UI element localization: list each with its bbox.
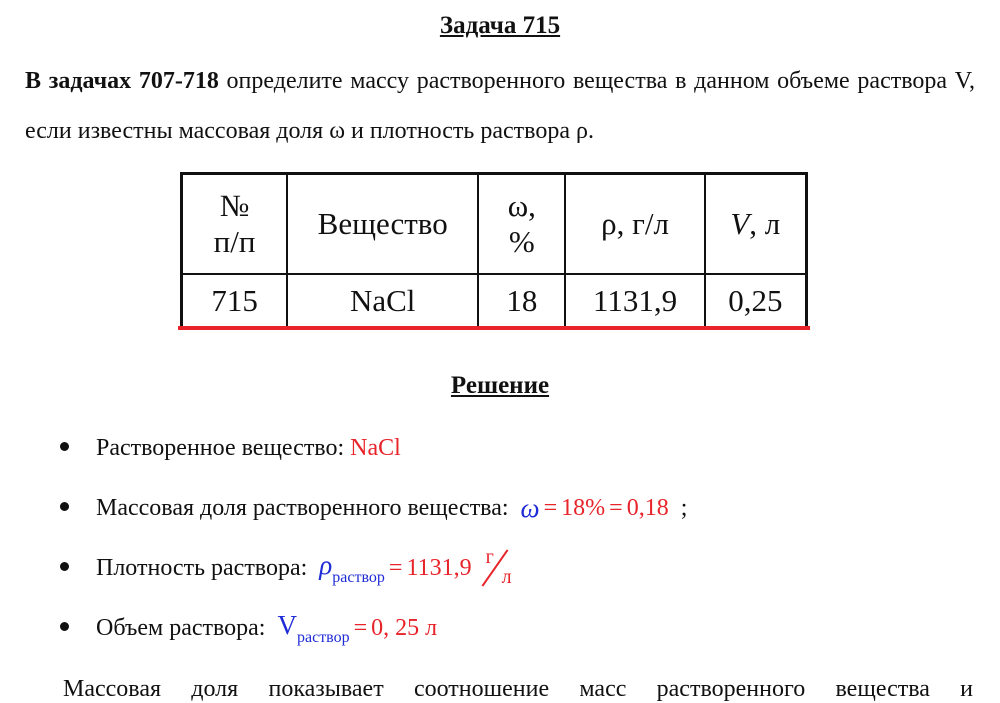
unit-numerator: г — [485, 546, 494, 568]
table-header-row — [182, 174, 807, 275]
list-item-density — [60, 538, 960, 598]
header-mass-fraction: ω, % — [478, 174, 565, 275]
header-substance: Вещество — [287, 174, 478, 275]
mass-fraction-percent: 18% — [561, 494, 606, 521]
mass-fraction-label: Массовая доля растворенного вещества: — [96, 494, 509, 521]
rho-symbol: $\rho_{раствор}$ — [319, 549, 385, 586]
list-item-volume — [60, 598, 960, 658]
solution-title: Решение — [450, 372, 550, 399]
equals-sign: = — [543, 494, 558, 521]
header-number: № п/п — [182, 174, 288, 275]
task-range: В задачах 707-718 — [25, 68, 219, 94]
volume-unit: л — [425, 614, 438, 641]
cell-substance: NaCl — [287, 274, 478, 329]
solute-value: NaCl — [350, 434, 401, 461]
list-item-solute — [60, 418, 960, 478]
volume-subscript: раствор — [296, 628, 350, 646]
volume-symbol: $V_{раствор}$ — [277, 609, 350, 646]
equals-sign: = — [609, 494, 623, 521]
table-row — [182, 274, 807, 329]
bullet-icon — [60, 562, 69, 571]
density-value: 1131,9 — [406, 554, 472, 581]
red-underline — [178, 326, 810, 330]
data-table — [180, 172, 808, 330]
cell-volume: 0,25 — [705, 274, 807, 329]
solution-list — [60, 418, 960, 658]
unit-denominator: л — [501, 566, 512, 588]
solute-label: Растворенное вещество: — [96, 434, 345, 461]
explanation-text: Массовая доля показывает соотношение масс растворенного вещества и — [63, 676, 973, 702]
equals-sign: = — [388, 554, 403, 581]
task-title: Задача 715 — [439, 12, 561, 39]
cell-density: 1131,9 — [565, 274, 704, 329]
volume-value: 0, 25 — [371, 614, 420, 641]
header-volume: V, л — [705, 174, 807, 275]
bullet-icon — [60, 442, 69, 451]
density-unit — [484, 546, 522, 590]
task-description: определите массу растворенного вещества в данном объеме раствора V, если известны массовая доля ω и плотность раствора ρ. — [25, 68, 976, 144]
bullet-icon — [60, 502, 69, 511]
volume-label: Объем раствора: — [96, 614, 266, 641]
equals-sign: = — [353, 614, 368, 641]
semicolon: ; — [680, 494, 688, 521]
bullet-icon — [60, 622, 69, 631]
task-intro — [25, 56, 975, 156]
rho-subscript: раствор — [332, 568, 385, 586]
list-item-mass-fraction — [60, 478, 960, 538]
header-density: ρ, г/л — [565, 174, 704, 275]
omega-symbol: ω — [520, 492, 540, 523]
mass-fraction-decimal: 0,18 — [626, 494, 669, 521]
density-label: Плотность раствора: — [96, 554, 308, 581]
cell-mass-fraction: 18 — [478, 274, 565, 329]
cell-number: 715 — [182, 274, 288, 329]
